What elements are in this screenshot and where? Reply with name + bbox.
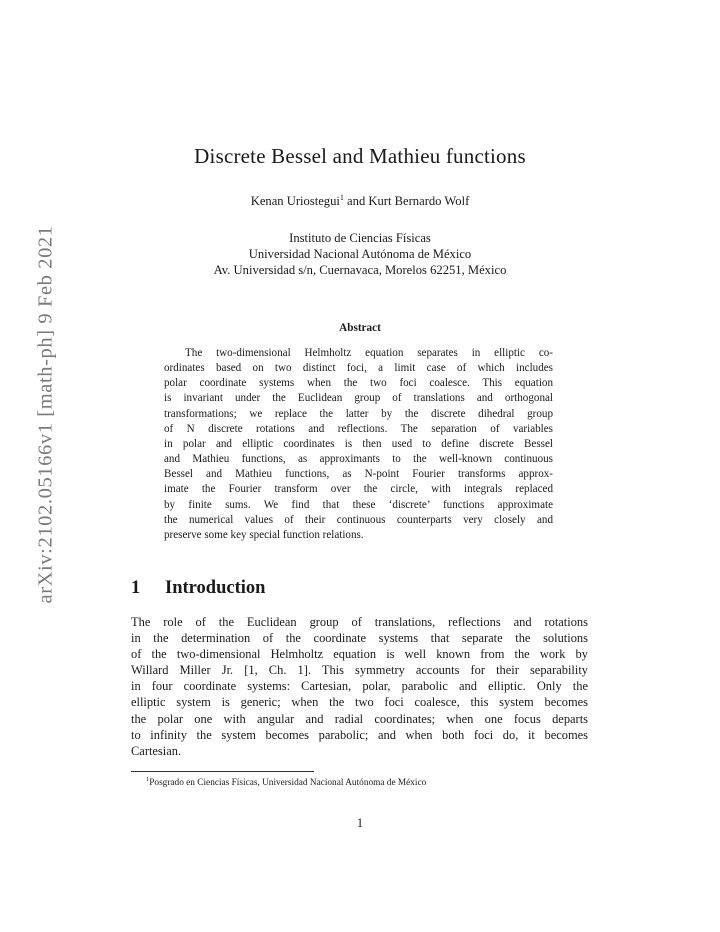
introduction-paragraph (131, 614, 588, 759)
footnote-mark: 1 (146, 776, 150, 783)
section-title: Introduction (165, 578, 266, 598)
body-line: the polar one with angular and radial coordinates; when one focus departs (131, 711, 588, 726)
abstract-line: transformations; we replace the latter by the discrete dihedral group (164, 407, 553, 420)
author-2: and Kurt Bernardo Wolf (343, 194, 470, 209)
body-line: in four coordinate systems: Cartesian, polar, parabolic and elliptic. Only the (131, 679, 588, 694)
body-line: Willard Miller Jr. [1, Ch. 1]. This symmetry accounts for their separability (131, 663, 588, 678)
abstract-line: in polar and elliptic coordinates is then used to define discrete Bessel (164, 437, 553, 450)
affiliation-block (0, 230, 720, 278)
section-heading (131, 578, 265, 599)
abstract-heading: Abstract (339, 322, 381, 334)
author-1: Kenan Uriostegui (250, 194, 340, 209)
affiliation-line: Av. Universidad s/n, Cuernavaca, Morelos 62251, México (213, 263, 507, 277)
body-line: elliptic system is generic; when the two foci coalesce, this system becomes (131, 695, 588, 710)
paper-title: Discrete Bessel and Mathieu functions (194, 144, 526, 168)
body-line: to infinity the system becomes parabolic; and when both foci do, it becomes (131, 727, 588, 742)
section-number: 1 (131, 578, 141, 598)
abstract-line: preserve some key special function relations. (164, 528, 364, 541)
abstract-line: imate the Fourier transform over the circle, with integrals replaced (164, 483, 553, 496)
author-1-footnote-mark: 1 (339, 193, 344, 202)
footnote-text: Posgrado en Ciencias Físicas, Universidad Nacional Autónoma de México (149, 778, 427, 789)
abstract-line: The two-dimensional Helmholtz equation separates in elliptic co- (185, 347, 553, 359)
abstract-line: is invariant under the Euclidean group of translations and orthogonal (164, 392, 553, 405)
abstract-text (164, 346, 553, 543)
arxiv-identifier: arXiv:2102.05166v1 [math-ph] 9 Feb 2021 (34, 225, 57, 604)
abstract-line: of N discrete rotations and reflections. The separation of variables (164, 422, 553, 435)
page-number: 1 (356, 816, 364, 830)
abstract-line: ordinates based on two distinct foci, a limit case of which includes (164, 362, 553, 375)
affiliation-line: Instituto de Ciencias Físicas (289, 231, 431, 245)
abstract-line: polar coordinate systems when the two foci coalesce. This equation (164, 377, 553, 390)
abstract-line: Bessel and Mathieu functions, as N-point Fourier transforms approx- (164, 468, 553, 481)
body-line: Cartesian. (131, 743, 182, 758)
footnote (146, 776, 426, 788)
author-line (0, 193, 720, 209)
affiliation-line: Universidad Nacional Autónoma de México (248, 247, 472, 261)
body-line: The role of the Euclidean group of translations, reflections and rotations (131, 615, 588, 629)
body-line: in the determination of the coordinate systems that separate the solutions (131, 631, 588, 646)
footnote-rule (131, 771, 314, 772)
body-line: of the two-dimensional Helmholtz equation is well known from the work by (131, 647, 588, 662)
arxiv-stamp (6, 225, 86, 606)
abstract-line: and Mathieu functions, as approximants to the well-known continuous (164, 453, 553, 466)
abstract-line: the numerical values of their continuous counterparts very closely and (164, 513, 553, 526)
abstract-line: by finite sums. We find that these ‘discrete’ functions approximate (164, 498, 553, 511)
